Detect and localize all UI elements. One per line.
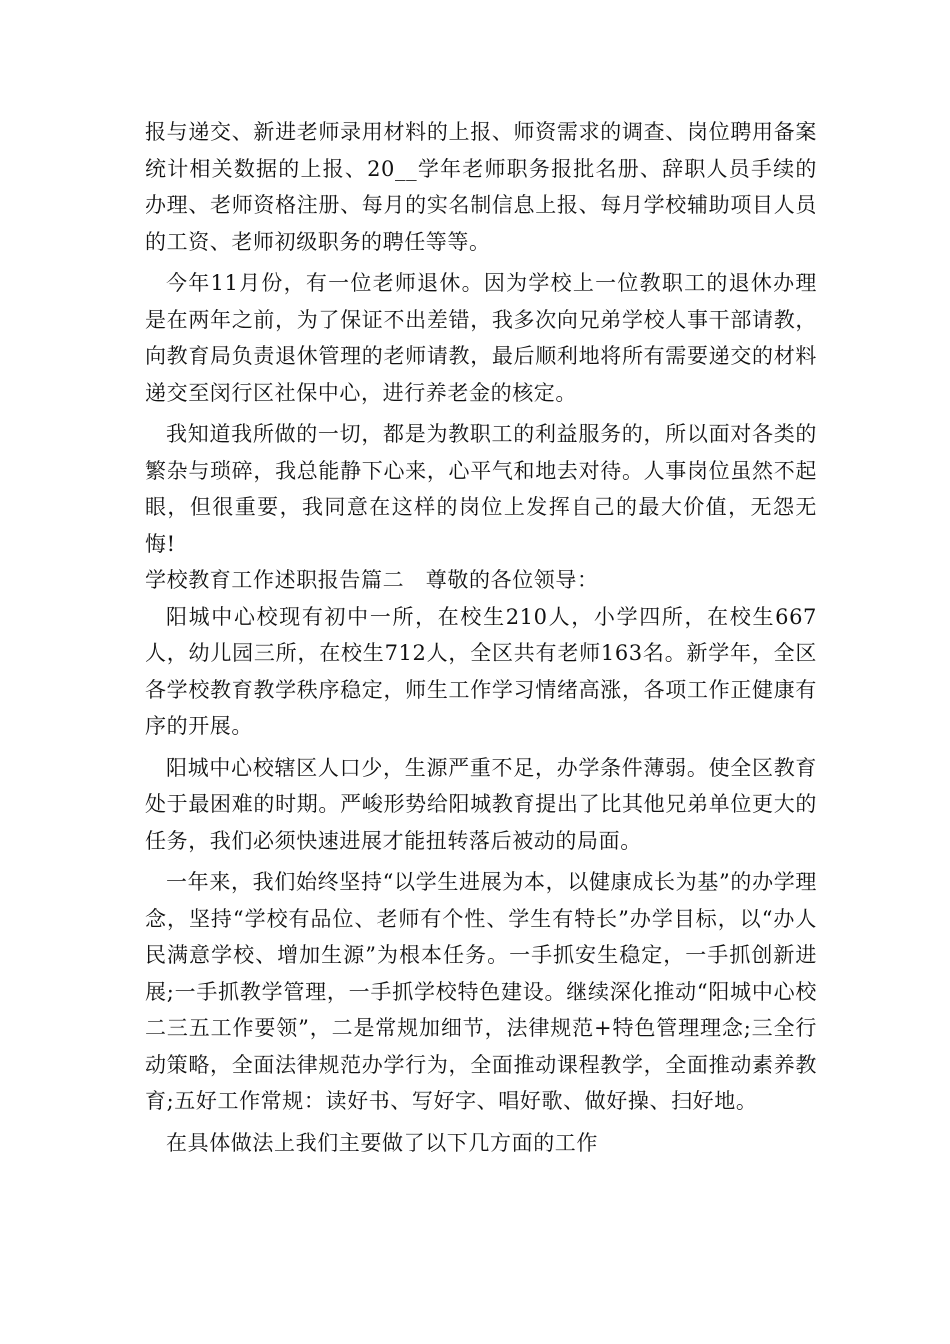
paragraph-philosophy: 一年来，我们始终坚持“以学生进展为本，以健康成长为基”的办学理念，坚持“学校有品位、老师有个性、学生有特长”办学目标，以“办人民满意学校、增加生源”为根本任务。一手抓安生稳定，一手抓创新进展;一手抓教学管理，一手抓学校特色建设。继续深化推动“阳城中心校二三五工作要领”，二是常规加细节，法律规范+特色管理理念;三全行动策略，全面法律规范办学行为，全面推动课程教学，全面推动素养教育;五好工作常规：读好书、写好字、唱好歌、做好操、扫好地。 [145,870,817,1113]
paragraph-continuation: 报与递交、新进老师录用材料的上报、师资需求的调查、岗位聘用备案统计相关数据的上报、20__学年老师职务报批名册、辞职人员手续的办理、老师资格注册、每月的实名制信息上报、每月学校辅助项目人员的工资、老师初级职务的聘任等等。 [145,120,817,254]
document-body [145,114,817,1161]
paragraph-school-overview: 阳城中心校现有初中一所，在校生210人，小学四所，在校生667人，幼儿园三所，在校生712人，全区共有老师163名。新学年，全区各学校教育教学秩序稳定，师生工作学习情绪高涨，各项工作正健康有序的开展。 [145,604,817,738]
paragraph-service: 我知道我所做的一切，都是为教职工的利益服务的，所以面对各类的繁杂与琐碎，我总能静下心来，心平气和地去对待。人事岗位虽然不起眼，但很重要，我同意在这样的岗位上发挥自己的最大价值，无怨无悔! [145,422,817,556]
section-heading: 学校教育工作述职报告篇二 尊敬的各位领导： [145,568,599,592]
paragraph-retirement: 今年11月份，有一位老师退休。因为学校上一位教职工的退休办理是在两年之前，为了保证不出差错，我多次向兄弟学校人事干部请教，向教育局负责退休管理的老师请教，最后顺利地将所有需要递交的材料递交至闵行区社保中心，进行养老金的核定。 [145,271,817,405]
paragraph-methods-intro: 在具体做法上我们主要做了以下几方面的工作 [166,1130,598,1155]
paragraph-challenges: 阳城中心校辖区人口少，生源严重不足，办学条件薄弱。使全区教育处于最困难的时期。严峻形势给阳城教育提出了比其他兄弟单位更大的任务，我们必须快速进展才能扭转落后被动的局面。 [145,755,817,853]
